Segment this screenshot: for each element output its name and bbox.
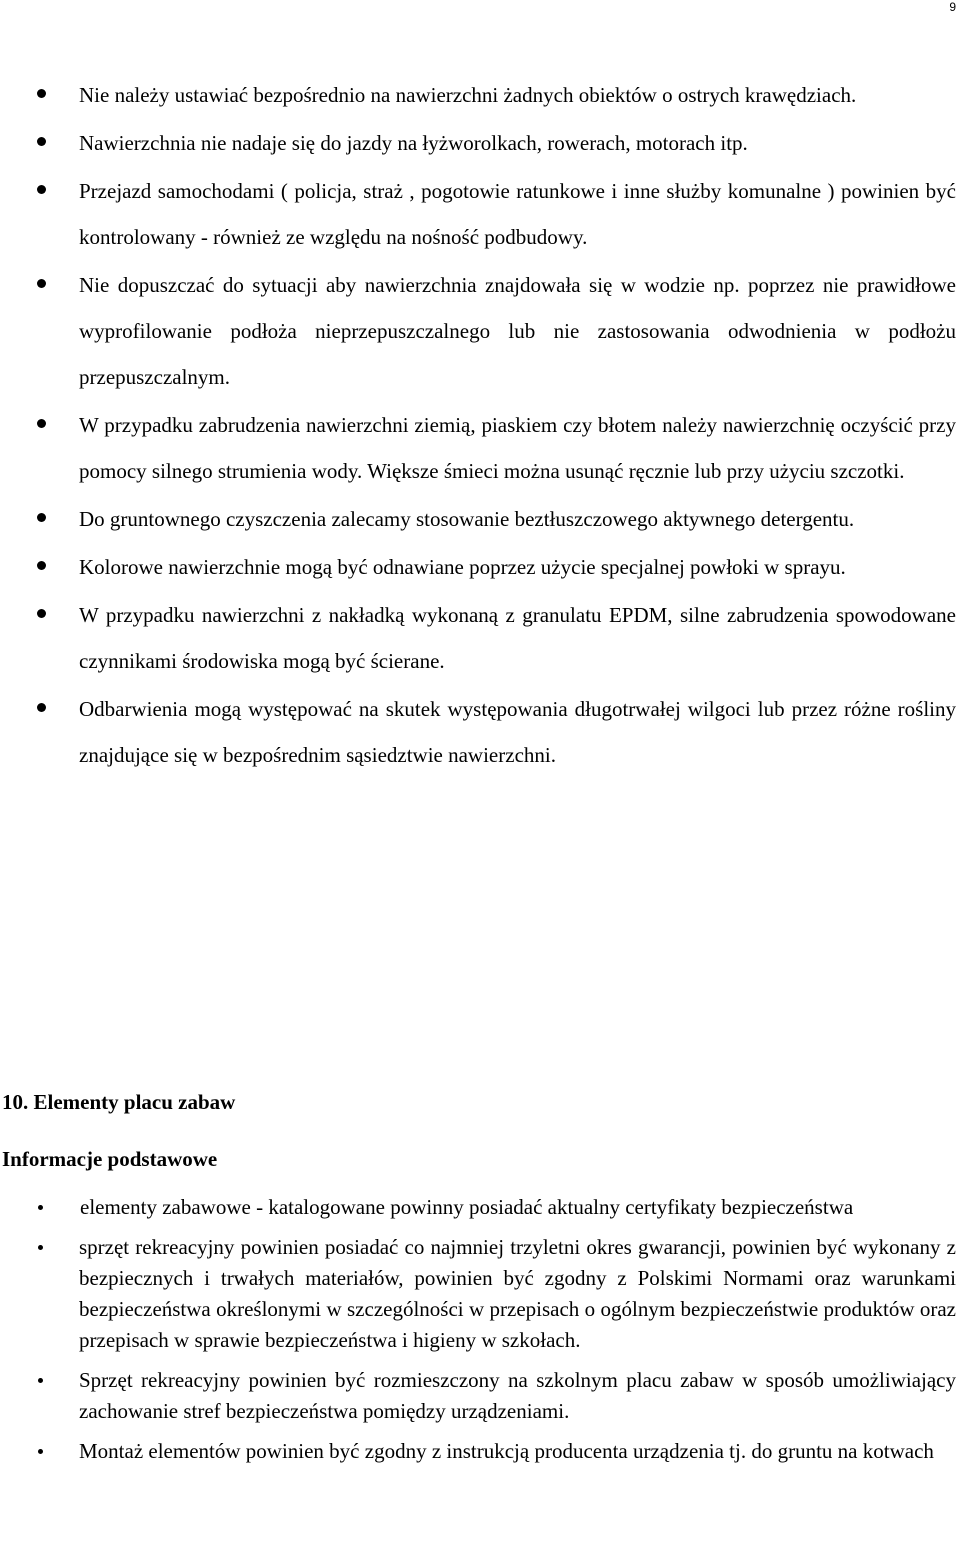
bullet-icon: [38, 1449, 43, 1454]
page-number: 9: [949, 0, 956, 14]
bullet-icon: [37, 609, 46, 618]
list-item-text: Kolorowe nawierzchnie mogą być odnawiane poprzez użycie specjalnej powłoki w sprayu.: [79, 555, 846, 579]
bullet-icon: [37, 419, 46, 428]
list-item: [0, 1192, 960, 1223]
bullet-icon: [37, 89, 46, 98]
list-item: [0, 592, 960, 684]
bullet-icon: [37, 279, 46, 288]
bullet-icon: [38, 1245, 43, 1250]
list-item-text: Nawierzchnia nie nadaje się do jazdy na łyżworolkach, rowerach, motorach itp.: [79, 131, 748, 155]
bullet-icon: [38, 1378, 43, 1383]
playground-info-list: [0, 1192, 960, 1476]
bullet-icon: [38, 1205, 43, 1210]
bullet-icon: [37, 703, 46, 712]
list-item-text: Nie należy ustawiać bezpośrednio na nawierzchni żadnych obiektów o ostrych krawędziach.: [79, 83, 857, 107]
list-item: [0, 1232, 960, 1356]
list-item: [0, 544, 960, 590]
list-item: [0, 262, 960, 400]
bullet-icon: [37, 561, 46, 570]
list-item-text: Odbarwienia mogą występować na skutek występowania długotrwałej wilgoci lub przez różne rośliny znajdujące się w bezpośrednim sąsiedztwie nawierzchni.: [79, 697, 956, 767]
list-item: [0, 496, 960, 542]
list-item: [0, 686, 960, 778]
bullet-icon: [37, 137, 46, 146]
list-item-text: Przejazd samochodami ( policja, straż , pogotowie ratunkowe i inne służby komunalne ) powinien być kontrolowany - również ze względu na nośność podbudowy.: [79, 179, 956, 249]
list-item-text: Nie dopuszczać do sytuacji aby nawierzchnia znajdowała się w wodzie np. poprzez nie prawidłowe wyprofilowanie podłoża nieprzepuszczalnego lub nie zastosowania odwodnienia w podłożu przepuszczalnym.: [79, 273, 956, 389]
list-item-text: Sprzęt rekreacyjny powinien być rozmieszczony na szkolnym placu zabaw w sposób umożliwiający zachowanie stref bezpieczeństwa pomiędzy urządzeniami.: [79, 1368, 956, 1423]
list-item: [0, 1365, 960, 1427]
list-item: [0, 72, 960, 118]
section-subtitle: Informacje podstawowe: [2, 1147, 218, 1171]
list-item-text: W przypadku zabrudzenia nawierzchni ziemią, piaskiem czy błotem należy nawierzchnię oczyścić przy pomocy silnego strumienia wody. Większe śmieci można usunąć ręcznie lub przy użyciu szczotki.: [79, 413, 956, 483]
list-item-text: W przypadku nawierzchni z nakładką wykonaną z granulatu EPDM, silne zabrudzenia spowodowane czynnikami środowiska mogą być ścierane.: [79, 603, 956, 673]
bullet-icon: [37, 513, 46, 522]
bullet-icon: [37, 185, 46, 194]
list-item: [0, 402, 960, 494]
section-title: 10. Elementy placu zabaw: [2, 1090, 236, 1114]
list-item: [0, 1436, 960, 1467]
list-item: [0, 120, 960, 166]
list-item: [0, 168, 960, 260]
maintenance-list: [0, 72, 960, 780]
list-item-text: elementy zabawowe - katalogowane powinny posiadać aktualny certyfikaty bezpieczeństwa: [80, 1195, 854, 1219]
list-item-text: sprzęt rekreacyjny powinien posiadać co najmniej trzyletni okres gwarancji, powinien być wykonany z bezpiecznych i trwałych materiałów, powinien być zgodny z Polskimi Normami oraz warunkami bezpieczeństwa określonymi w szczególności w przepisach o ogólnym bezpieczeństwie produktów oraz przepisach w sprawie bezpieczeństwa i higieny w szkołach.: [79, 1235, 956, 1352]
list-item-text: Do gruntownego czyszczenia zalecamy stosowanie beztłuszczowego aktywnego detergentu.: [79, 507, 855, 531]
list-item-text: Montaż elementów powinien być zgodny z instrukcją producenta urządzenia tj. do gruntu na kotwach: [79, 1439, 934, 1463]
